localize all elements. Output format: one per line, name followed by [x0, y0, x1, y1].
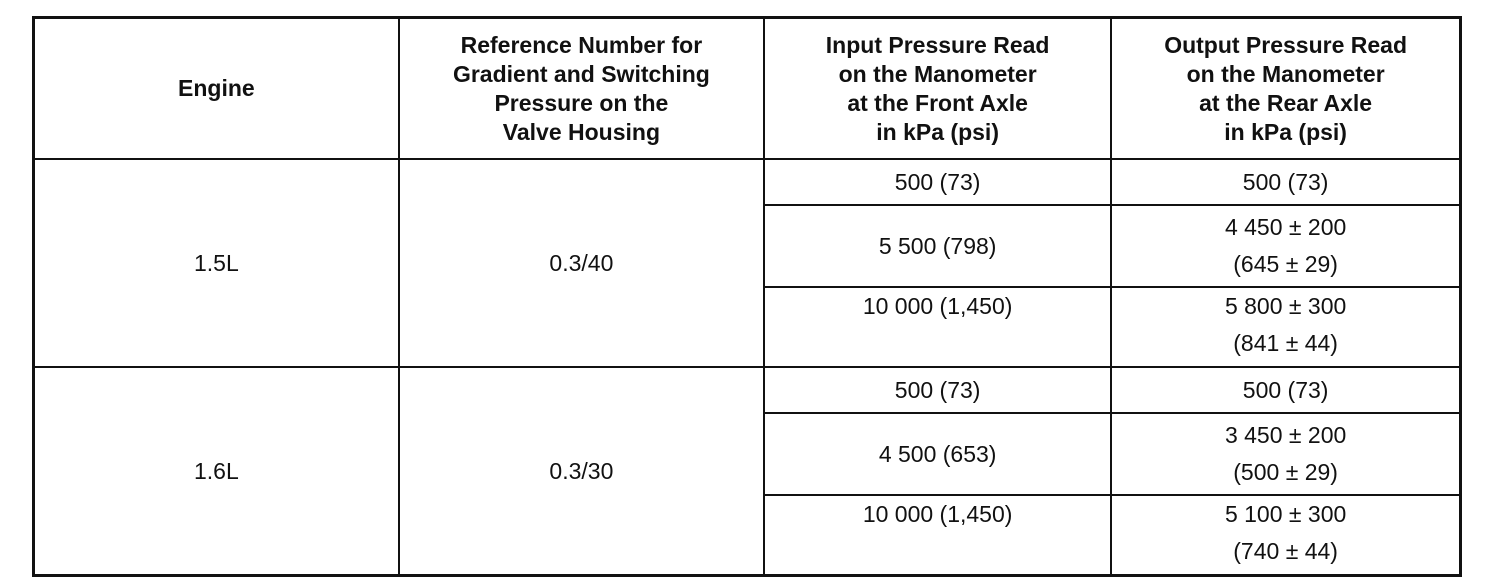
output-value: 4 450 ± 200 — [1224, 214, 1347, 240]
output-pressure-cell — [1111, 495, 1460, 576]
table-row — [34, 367, 1461, 413]
header-reference — [399, 18, 764, 160]
header-output-line: at the Rear Axle — [1199, 89, 1373, 116]
output-pressure-cell — [1111, 159, 1460, 205]
output-value-psi: (500 ± 29) — [1233, 459, 1338, 485]
output-pressure-cell — [1111, 205, 1460, 287]
output-pressure-cell — [1111, 367, 1460, 413]
input-pressure-cell: 500 (73) — [764, 367, 1111, 413]
input-pressure-cell: 10 000 (1,450) — [764, 287, 1111, 367]
header-output-pressure — [1111, 18, 1460, 160]
header-row — [34, 18, 1461, 160]
output-value: 5 100 ± 300 — [1224, 501, 1347, 527]
header-input-line: on the Manometer — [838, 60, 1037, 87]
header-engine-line: Engine — [178, 75, 255, 101]
output-value-psi: (740 ± 44) — [1233, 538, 1338, 564]
input-pressure-cell: 4 500 (653) — [764, 413, 1111, 495]
engine-cell: 1.6L — [34, 367, 399, 576]
reference-cell: 0.3/40 — [399, 159, 764, 367]
output-value: 3 450 ± 200 — [1224, 422, 1347, 448]
output-pressure-cell — [1111, 413, 1460, 495]
header-engine — [34, 18, 399, 160]
output-value-psi: (841 ± 44) — [1233, 330, 1338, 356]
output-value-psi: (645 ± 29) — [1233, 251, 1338, 277]
engine-cell: 1.5L — [34, 159, 399, 367]
header-output-line: in kPa (psi) — [1224, 118, 1347, 145]
header-reference-line: Valve Housing — [502, 118, 660, 145]
output-value: 5 800 ± 300 — [1224, 293, 1347, 319]
output-value: 500 (73) — [1242, 168, 1329, 195]
header-input-pressure — [764, 18, 1111, 160]
header-input-line: Input Pressure Read — [825, 31, 1050, 58]
header-output-line: on the Manometer — [1186, 60, 1385, 87]
header-input-line: in kPa (psi) — [876, 118, 999, 145]
header-output-line: Output Pressure Read — [1164, 31, 1408, 58]
table-row — [34, 159, 1461, 205]
output-pressure-cell — [1111, 287, 1460, 367]
input-pressure-cell: 10 000 (1,450) — [764, 495, 1111, 576]
output-value: 500 (73) — [1242, 376, 1329, 403]
header-reference-line: Gradient and Switching — [452, 60, 710, 87]
header-reference-line: Pressure on the — [494, 89, 669, 116]
input-pressure-cell: 500 (73) — [764, 159, 1111, 205]
header-reference-line: Reference Number for — [460, 31, 703, 58]
pressure-spec-table — [32, 16, 1462, 577]
reference-cell: 0.3/30 — [399, 367, 764, 576]
input-pressure-cell: 5 500 (798) — [764, 205, 1111, 287]
header-input-line: at the Front Axle — [847, 89, 1028, 116]
